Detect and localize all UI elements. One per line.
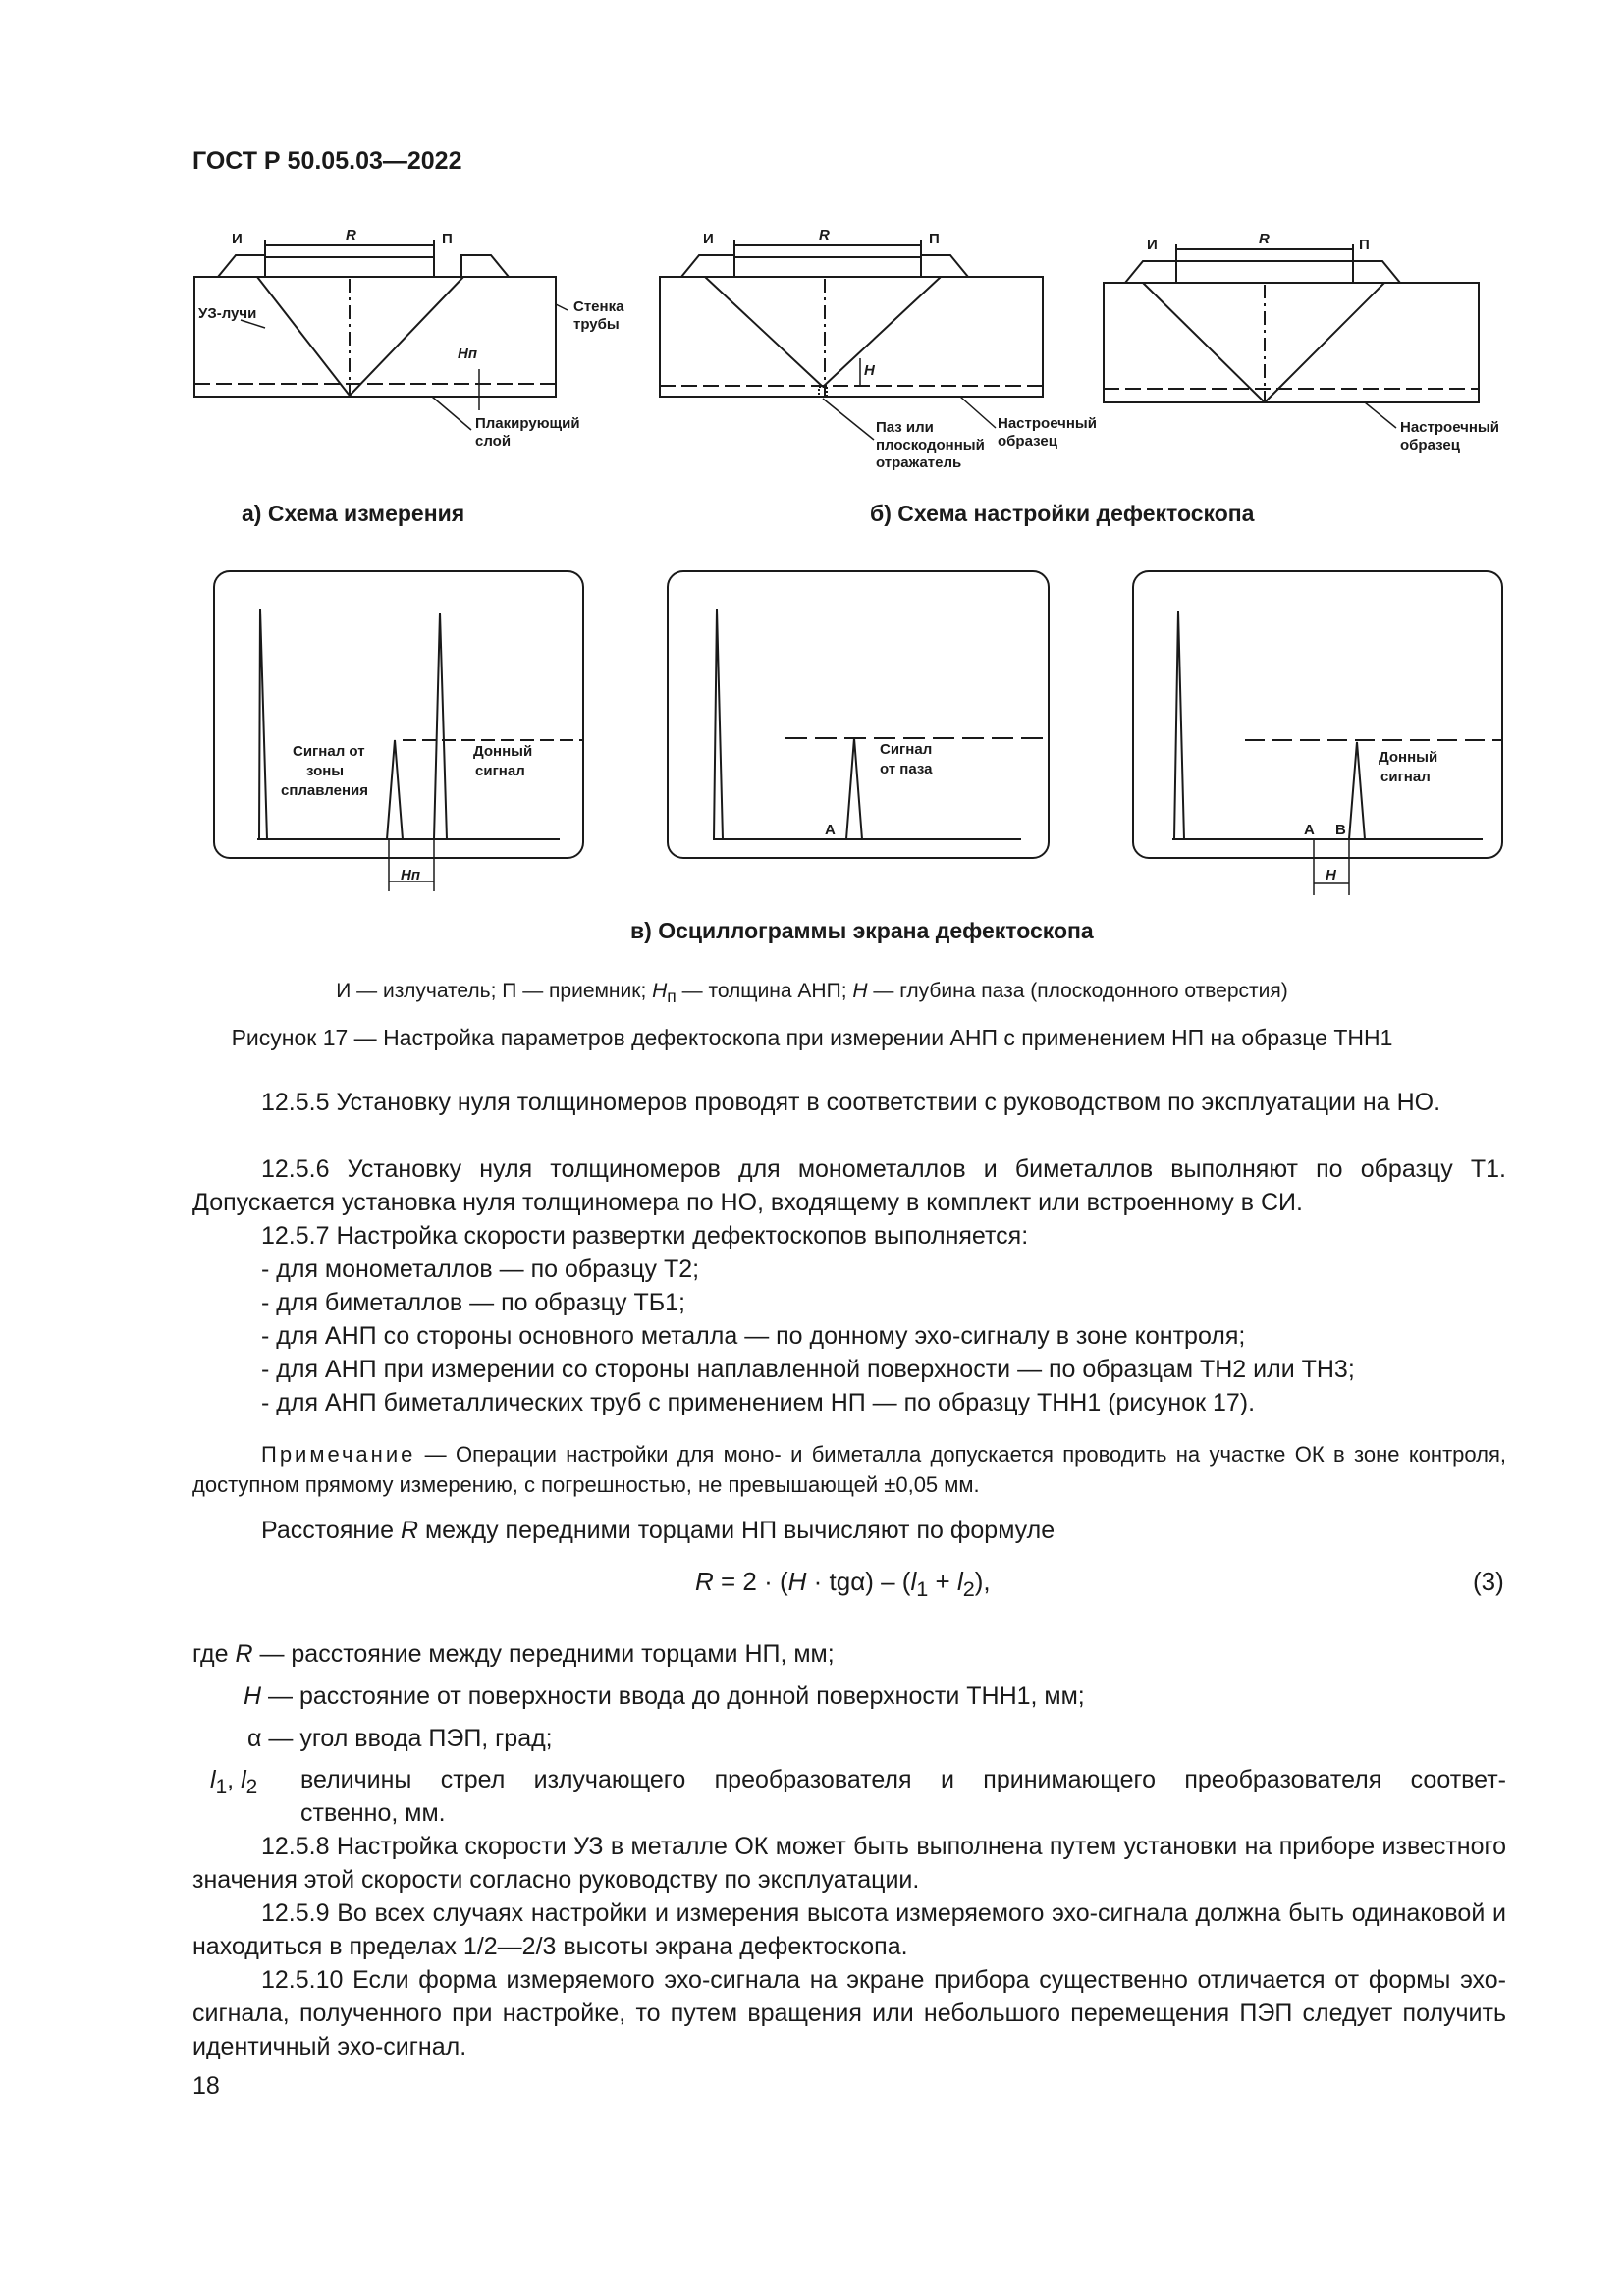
ultrasound-ray-right <box>350 277 463 396</box>
receiver-transducer <box>461 255 509 277</box>
list-item: - для АНП биметаллических труб с применением НП — по образцу ТНН1 (рисунок 17). <box>261 1389 1256 1416</box>
figure-legend <box>0 980 1624 1007</box>
label-h-scope: H <box>1326 867 1336 883</box>
where-h <box>244 1680 1085 1713</box>
ultrasound-ray-left <box>257 277 350 396</box>
formula-intro <box>192 1514 1506 1547</box>
paragraph-12-5-7 <box>192 1219 1506 1253</box>
label-fusion-signal-2: зоны <box>306 763 345 779</box>
where-l1-sub: 1 <box>215 1776 228 1798</box>
label-ref-sample: Настроечный <box>998 415 1097 432</box>
legend-part3: — глубина паза (плоскодонного отверстия) <box>867 980 1288 1002</box>
figure-title: Рисунок 17 — Настройка параметров дефектоскопа при измерении АНП с применением НП на образце ТНН1 <box>231 1025 1393 1050</box>
legend-part1: И — излучатель; П — приемник; <box>336 980 653 1002</box>
note <box>192 1439 1506 1500</box>
formula-intro-before: Расстояние <box>261 1517 401 1544</box>
note-label: Примечание <box>261 1442 416 1467</box>
formula-sub1: 1 <box>916 1576 929 1602</box>
label-groove-signal: Сигнал <box>880 741 933 758</box>
label-groove-3: отражатель <box>876 454 962 471</box>
label-fusion-signal-3: сплавления <box>281 782 369 799</box>
label-bottom-signal-1b: сигнал <box>475 763 525 779</box>
list-item: - для АНП со стороны основного металла — по донному эхо-сигналу в зоне контроля; <box>261 1322 1246 1350</box>
formula-part: · tgα) – ( <box>806 1567 911 1596</box>
formula-lhs: R <box>695 1567 714 1596</box>
caption-b: б) Схема настройки дефектоскопа <box>870 501 1255 526</box>
figure-17-drawing <box>0 196 1624 903</box>
label-emitter-b: И <box>703 231 714 247</box>
formula-sub2: 2 <box>962 1576 975 1602</box>
paragraph-text: 12.5.9 Во всех случаях настройки и измерения высота измеряемого эхо-сигнала должна быть одинаковой и находиться в пределах 1/2—2/3 высоты экрана дефектоскопа. <box>192 1899 1506 1960</box>
document-header: ГОСТ Р 50.05.03—2022 <box>192 147 462 175</box>
paragraph-12-5-5 <box>192 1086 1506 1119</box>
paragraph-text: 12.5.8 Настройка скорости УЗ в металле ОК может быть выполнена путем установки на приборе известного значения этой скорости согласно руководству по эксплуатации. <box>192 1833 1506 1894</box>
page-number: 18 <box>192 2072 220 2100</box>
label-receiver-b: П <box>929 231 940 247</box>
label-h-b: H <box>864 362 875 379</box>
diagram-b-setup-bottom <box>1104 244 1479 428</box>
label-fusion-signal: Сигнал от <box>293 743 365 760</box>
label-groove-2: плоскодонный <box>876 437 985 454</box>
legend-part2: — толщина АНП; <box>676 980 853 1002</box>
where-r <box>192 1637 835 1671</box>
legend-hn-sub: п <box>667 987 677 1007</box>
label-ref-sample-2: образец <box>998 433 1057 450</box>
where-l-desc-2: ственно, мм. <box>300 1799 446 1827</box>
label-hn-a: Hп <box>458 346 477 362</box>
label-pipe-wall: Стенка <box>573 298 624 315</box>
label-mark-b-3: В <box>1335 822 1346 838</box>
formula-plus: + <box>928 1567 957 1596</box>
paragraph-12-5-8 <box>192 1830 1506 1896</box>
pipe-wall-block <box>194 277 556 397</box>
label-r-c: R <box>1259 231 1270 247</box>
label-bottom-signal-3: Донный <box>1379 749 1438 766</box>
paragraph-text: 12.5.5 Установку нуля толщиномеров проводят в соответствии с руководством по эксплуатации на НО. <box>261 1089 1441 1116</box>
formula-l1: l <box>910 1567 917 1596</box>
label-hn-scope: Hп <box>401 867 420 883</box>
label-bottom-signal-1: Донный <box>473 743 533 760</box>
label-emitter-a: И <box>232 231 243 247</box>
where-l2: l <box>241 1766 246 1793</box>
oscillogram-1 <box>214 571 583 891</box>
list-item: - для монометаллов — по образцу Т2; <box>261 1255 700 1283</box>
formula-intro-var: R <box>400 1517 419 1544</box>
label-emitter-c: И <box>1147 237 1158 253</box>
where-l-symbols <box>210 1763 257 1804</box>
caption-a: а) Схема измерения <box>242 501 465 526</box>
formula-h: H <box>787 1567 807 1596</box>
formula-l2: l <box>956 1567 963 1596</box>
legend-h-var: H <box>852 980 868 1002</box>
label-receiver-c: П <box>1359 237 1370 253</box>
paragraph-12-5-10 <box>192 1963 1506 2063</box>
where-alpha-symbol: α <box>247 1725 262 1752</box>
paragraph-text: 12.5.10 Если форма измеряемого эхо-сигнала на экране прибора существенно отличается от формы эхо-сигнала, полученного при настройке, то путем вращения или небольшого перемещения ПЭП следует получить идентичный эхо-сигнал. <box>192 1966 1506 2060</box>
label-groove: Паз или <box>876 419 934 436</box>
label-pipe-wall-2: трубы <box>573 316 620 333</box>
label-r-b: R <box>819 227 830 243</box>
formula-3 <box>695 1567 991 1602</box>
oscillogram-2 <box>668 571 1049 858</box>
oscillogram-3 <box>1133 571 1502 895</box>
paragraph-text: 12.5.7 Настройка скорости развертки дефектоскопов выполняется: <box>261 1222 1029 1250</box>
emitter-transducer <box>218 255 265 277</box>
label-clad: Плакирующий <box>475 415 580 432</box>
where-l-desc: величины стрел излучающего преобразователя и принимающего преобразователя соответ- <box>300 1766 1506 1793</box>
where-l1: l <box>210 1766 216 1793</box>
paragraph-text: 12.5.6 Установку нуля толщиномеров для монометаллов и биметаллов выполняют по образцу Т1. Допускается установка нуля толщиномера по НО, входящему в комплект или встроенному в СИ. <box>192 1155 1506 1216</box>
label-ref-sample-c-2: образец <box>1400 437 1460 454</box>
label-mark-a-3: А <box>1304 822 1315 838</box>
formula-part: = 2 · ( <box>713 1567 788 1596</box>
note-text: — Операции настройки для моно- и биметалла допускается проводить на участке ОК в зоне контроля, доступном прямому измерению, с погрешностью, не превышающей ±0,05 мм. <box>192 1442 1506 1497</box>
label-mark-a-2: А <box>825 822 836 838</box>
caption-v: в) Осциллограммы экрана дефектоскопа <box>630 918 1094 943</box>
label-groove-signal-2: от паза <box>880 761 933 777</box>
diagram-a-measurement <box>194 240 568 430</box>
formula-number: (3) <box>1473 1567 1504 1596</box>
label-ref-sample-c: Настроечный <box>1400 419 1499 436</box>
where-alpha-desc: — угол ввода ПЭП, град; <box>261 1725 553 1752</box>
label-receiver-a: П <box>442 231 453 247</box>
where-alpha <box>247 1722 553 1755</box>
reference-block <box>660 277 1043 397</box>
where-h-desc: — расстояние от поверхности ввода до донной поверхности ТНН1, мм; <box>261 1682 1085 1710</box>
where-r-symbol: R <box>235 1640 253 1668</box>
list-item: - для АНП при измерении со стороны наплавленной поверхности — по образцам ТН2 или ТН3; <box>261 1356 1355 1383</box>
label-uz-rays: УЗ-лучи <box>198 305 257 322</box>
label-bottom-signal-3b: сигнал <box>1380 769 1431 785</box>
diagram-b-setup-groove <box>660 240 1043 440</box>
paragraph-12-5-6 <box>192 1152 1506 1219</box>
list-item: - для биметаллов — по образцу ТБ1; <box>261 1289 685 1316</box>
where-l-sep: , <box>227 1766 242 1793</box>
where-word: где <box>192 1640 236 1668</box>
legend-hn-var: H <box>652 980 668 1002</box>
label-clad-2: слой <box>475 433 512 450</box>
formula-intro-after: между передними торцами НП вычисляют по формуле <box>418 1517 1056 1544</box>
where-r-desc: — расстояние между передними торцами НП, мм; <box>252 1640 835 1668</box>
formula-end: ), <box>974 1567 991 1596</box>
where-l2-sub: 2 <box>245 1776 258 1798</box>
paragraph-12-5-9 <box>192 1896 1506 1963</box>
label-r-a: R <box>346 227 356 243</box>
where-h-symbol: H <box>244 1682 262 1710</box>
